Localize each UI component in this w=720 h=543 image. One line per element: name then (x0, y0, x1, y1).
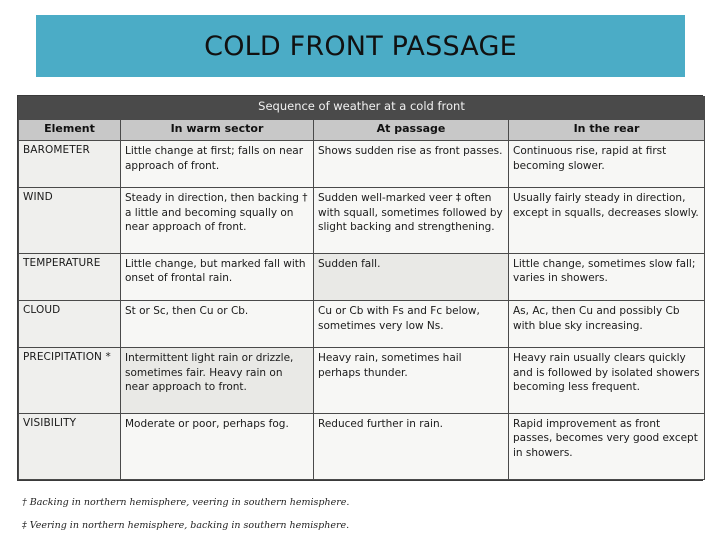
row-element-label: TEMPERATURE (19, 253, 121, 300)
cell-warm-sector: Little change, but marked fall with onset of frontal rain. (121, 253, 314, 300)
header-in-the-rear: In the rear (509, 120, 705, 141)
header-warm-sector: In warm sector (121, 120, 314, 141)
cold-front-weather-table (18, 96, 705, 480)
cell-warm-sector: St or Sc, then Cu or Cb. (121, 301, 314, 348)
header-element: Element (19, 120, 121, 141)
table-row-temperature (19, 253, 705, 300)
cell-warm-sector: Moderate or poor, perhaps fog. (121, 413, 314, 479)
cell-warm-sector: Steady in direction, then backing † a little and becoming squally on near approach of front. (121, 188, 314, 254)
cell-at-passage: Heavy rain, sometimes hail perhaps thunder. (314, 348, 509, 414)
cell-warm-sector: Little change at first; falls on near approach of front. (121, 141, 314, 188)
cell-at-passage: Reduced further in rain. (314, 413, 509, 479)
table-row-cloud (19, 301, 705, 348)
row-element-label: VISIBILITY (19, 413, 121, 479)
table-header-row (19, 120, 705, 141)
weather-table-image (17, 95, 703, 481)
slide-title: COLD FRONT PASSAGE (204, 30, 517, 62)
table-row-barometer (19, 141, 705, 188)
table-row-precipitation (19, 348, 705, 414)
footnote-backing: † Backing in northern hemisphere, veering in southern hemisphere. (22, 497, 350, 508)
table-footnotes (22, 497, 702, 543)
row-element-label: CLOUD (19, 301, 121, 348)
slide-title-banner (36, 15, 685, 77)
cell-warm-sector: Intermittent light rain or drizzle, sometimes fair. Heavy rain on near approach to front. (121, 348, 314, 414)
cell-in-the-rear: Little change, sometimes slow fall; varies in showers. (509, 253, 705, 300)
table-row-visibility (19, 413, 705, 479)
footnote-veering: ‡ Veering in northern hemisphere, backing in southern hemisphere. (22, 520, 350, 531)
row-element-label: PRECIPITATION * (19, 348, 121, 414)
header-at-passage: At passage (314, 120, 509, 141)
cell-at-passage: Sudden fall. (314, 253, 509, 300)
cell-at-passage: Shows sudden rise as front passes. (314, 141, 509, 188)
cell-at-passage: Cu or Cb with Fs and Fc below, sometimes very low Ns. (314, 301, 509, 348)
row-element-label: WIND (19, 188, 121, 254)
cell-at-passage: Sudden well-marked veer ‡ often with squall, sometimes followed by slight backing and strengthening. (314, 188, 509, 254)
cell-in-the-rear: As, Ac, then Cu and possibly Cb with blue sky increasing. (509, 301, 705, 348)
cell-in-the-rear: Usually fairly steady in direction, except in squalls, decreases slowly. (509, 188, 705, 254)
cell-in-the-rear: Rapid improvement as front passes, becomes very good except in showers. (509, 413, 705, 479)
cell-in-the-rear: Continuous rise, rapid at first becoming slower. (509, 141, 705, 188)
cell-in-the-rear: Heavy rain usually clears quickly and is followed by isolated showers becoming less frequent. (509, 348, 705, 414)
table-row-wind (19, 188, 705, 254)
table-caption-row (19, 97, 705, 120)
table-caption: Sequence of weather at a cold front (19, 97, 705, 120)
row-element-label: BAROMETER (19, 141, 121, 188)
